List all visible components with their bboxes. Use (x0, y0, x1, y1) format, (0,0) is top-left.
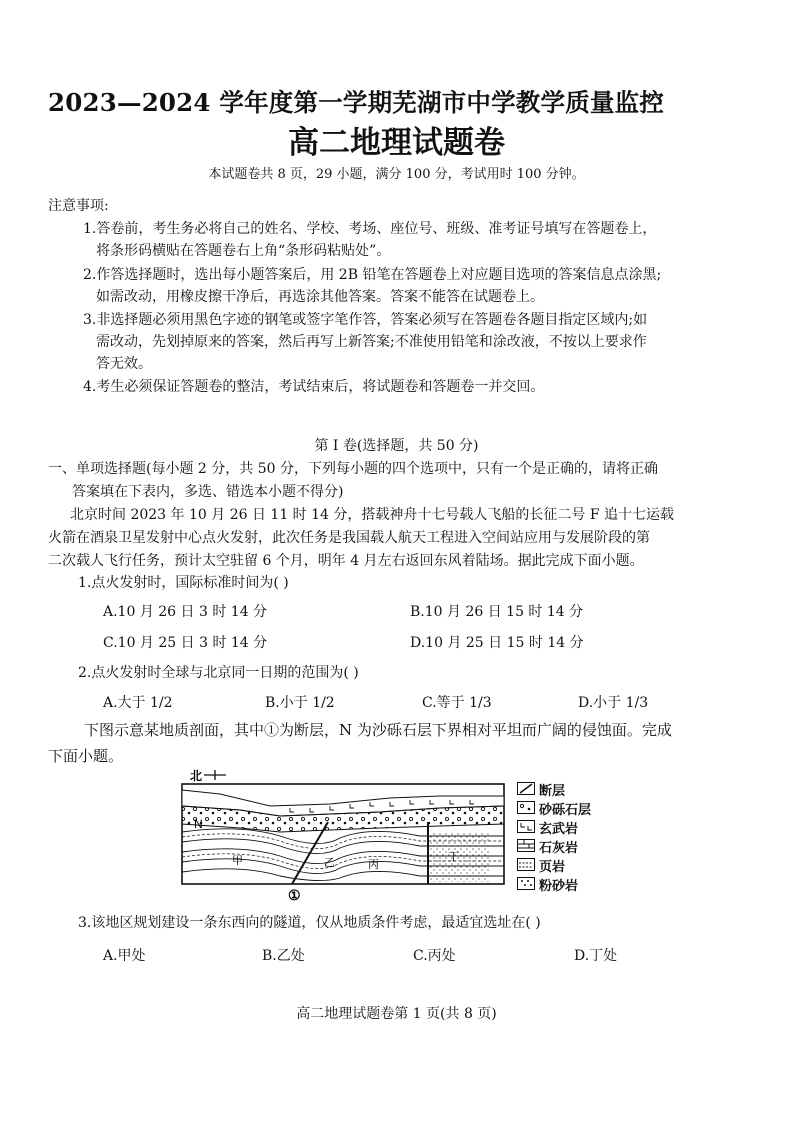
shale-symbol-icon (517, 858, 535, 871)
question-2-option-d: D.小于 1/3 (578, 695, 649, 711)
legend-siltstone-label: 粉砂岩 (539, 879, 579, 894)
question-2-option-b: B.小于 1/2 (265, 695, 335, 711)
question-1-option-c: C.10 月 25 日 3 时 14 分 (103, 635, 268, 651)
geologic-cross-section (180, 766, 510, 906)
notice-item-2-line-2: 如需改动，用橡皮擦干净后，再选涂其他答案。答案不能答在试题卷上。 (96, 289, 544, 305)
notice-item-1-line-2: 将条形码横贴在答题卷右上角“条形码粘贴处”。 (96, 243, 391, 259)
paper-subtitle: 高二地理试题卷 (288, 125, 505, 161)
question-3-option-d: D.丁处 (574, 948, 618, 964)
legend-limestone-label: 石灰岩 (539, 841, 579, 856)
passage-1-line-1: 北京时间 2023 年 10 月 26 日 11 时 14 分，搭载神舟十七号载人飞船的长征二号 F 追十七运载 (70, 507, 675, 523)
section-title: 第 I 卷(选择题，共 50 分) (314, 438, 479, 454)
legend-basalt-label: 玄武岩 (539, 822, 579, 837)
passage-2-line-1: 下图示意某地质剖面，其中①为断层，N 为沙砾石层下界相对平坦而广阔的侵蚀面。完成 (84, 721, 672, 739)
paper-intro: 本试题卷共 8 页，29 小题，满分 100 分，考试用时 100 分钟。 (208, 167, 585, 182)
siltstone-symbol-icon (517, 877, 535, 890)
legend-fault-label: 断层 (539, 784, 566, 799)
question-3-option-b: B.乙处 (262, 948, 305, 964)
exam-title: 2023—2024 学年度第一学期芜湖市中学教学质量监控 (48, 88, 665, 117)
question-1-option-a: A.10 月 26 日 3 时 14 分 (103, 604, 268, 620)
label-ding: 丁 (448, 850, 459, 863)
legend-gravel-label: 砂砾石层 (539, 803, 592, 818)
question-2-option-a: A.大于 1/2 (103, 695, 173, 711)
question-3-option-c: C.丙处 (413, 948, 456, 964)
fault-number-label: ① (288, 888, 301, 904)
label-bing: 丙 (368, 858, 379, 871)
passage-1-line-2: 火箭在酒泉卫星发射中心点火发射，此次任务是我国载人航天工程进入空间站应用与发展阶段的第 (48, 530, 650, 546)
gravel-symbol-icon (517, 801, 535, 814)
question-1-option-d: D.10 月 25 日 15 时 14 分 (410, 635, 584, 651)
question-2-option-c: C.等于 1/3 (422, 695, 492, 711)
label-N: N (194, 817, 203, 831)
notice-item-3-line-1: 3.非选择题必须用黑色字迹的钢笔或签字笔作答，答案必须写在答题卷各题目指定区域内;如 (83, 312, 648, 328)
label-jia: 甲 (232, 854, 243, 867)
basalt-symbol-icon (517, 820, 535, 833)
notice-item-3-line-2: 需改动，先划掉原来的答案，然后再写上新答案;不准使用铅笔和涂改液，不按以上要求作 (96, 334, 647, 350)
question-1-stem: 1.点火发射时，国际标准时间为( ) (78, 575, 289, 591)
notice-item-2-line-1: 2.作答选择题时，选出每小题答案后，用 2B 铅笔在答题卷上对应题目选项的答案信息点涂黑; (83, 267, 662, 283)
fault-symbol-icon (517, 782, 535, 795)
question-2-stem: 2.点火发射时全球与北京同一日期的范围为( ) (78, 665, 359, 681)
north-arrow-icon (204, 770, 226, 780)
question-1-option-b: B.10 月 26 日 15 时 14 分 (410, 604, 584, 620)
section-instruction-line-1: 一、单项选择题(每小题 2 分，共 50 分，下列每小题的四个选项中，只有一个是正确的，请将正确 (48, 461, 658, 477)
notice-item-4: 4.考生必须保证答题卷的整洁，考试结束后，将试题卷和答题卷一并交回。 (83, 379, 545, 395)
passage-2-line-2: 下面小题。 (48, 747, 124, 765)
notice-item-3-line-3: 答无效。 (96, 356, 152, 372)
page-footer: 高二地理试题卷第 1 页(共 8 页) (296, 1006, 497, 1022)
label-yi: 乙 (324, 856, 335, 869)
north-label: 北 (190, 769, 203, 783)
limestone-symbol-icon (517, 839, 535, 852)
section-instruction-line-2: 答案填在下表内，多选、错选本小题不得分) (72, 484, 344, 500)
notice-heading: 注意事项: (48, 198, 109, 214)
notice-item-1-line-1: 1.答卷前，考生务必将自己的姓名、学校、考场、座位号、班级、准考证号填写在答题卷上， (83, 221, 657, 237)
question-3-stem: 3.该地区规划建设一条东西向的隧道，仅从地质条件考虑，最适宜选址在( ) (78, 915, 541, 931)
question-3-option-a: A.甲处 (103, 948, 146, 964)
passage-1-line-3: 二次载人飞行任务，预计太空驻留 6 个月，明年 4 月左右返回东风着陆场。据此完成下面小题。 (48, 553, 644, 569)
legend-shale-label: 页岩 (539, 860, 566, 875)
